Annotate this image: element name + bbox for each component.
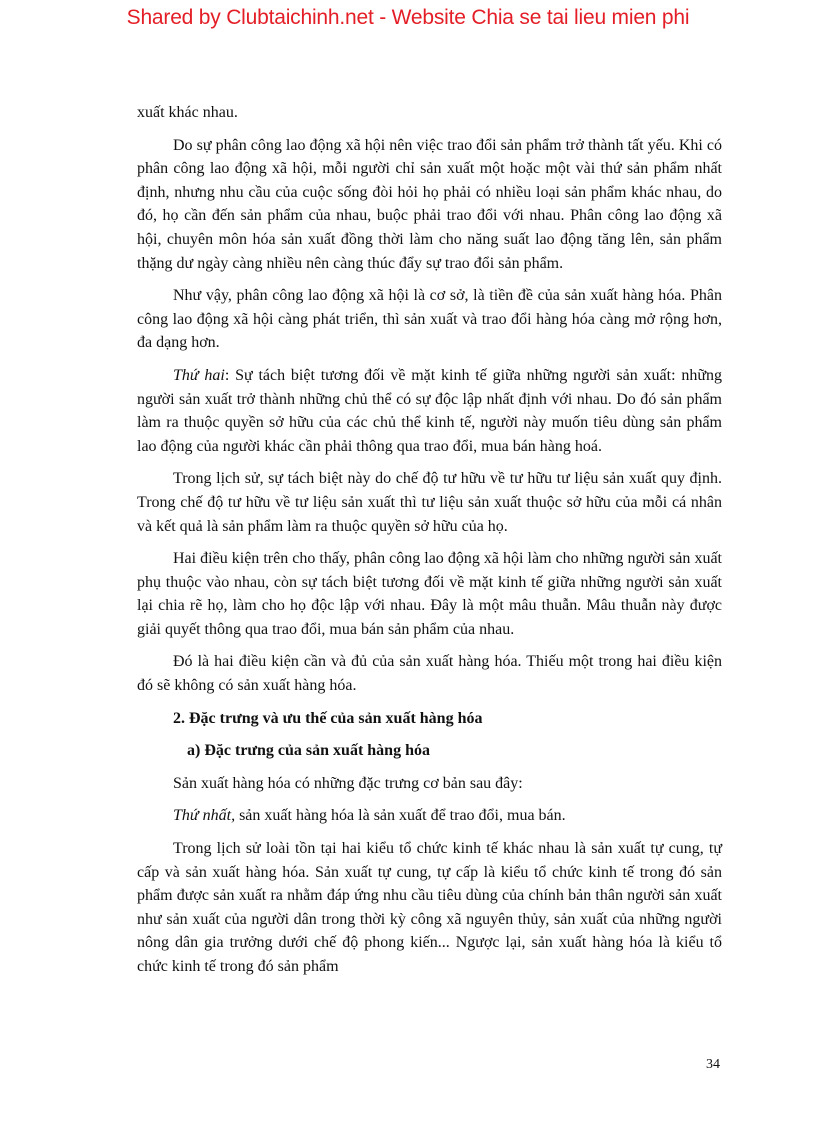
- paragraph: Trong lịch sử loài tồn tại hai kiểu tổ chức kinh tế khác nhau là sản xuất tự cung, tự cấp và sản xuất hàng hóa. Sản xuất tự cung, tự cấp là kiểu tổ chức kinh tế trong đó sản phẩm được sản xuất ra nhằm đáp ứng nhu cầu tiêu dùng của chính bản thân người sản xuất như sản xuất của người dân trong thời kỳ công xã nguyên thủy, sản xuất của những người nông dân gia trưởng dưới chế độ phong kiến... Ngược lại, sản xuất hàng hóa là kiểu tổ chức kinh tế trong đó sản phẩm: [137, 840, 722, 975]
- paragraph: Hai điều kiện trên cho thấy, phân công lao động xã hội làm cho những người sản xuất phụ thuộc vào nhau, còn sự tách biệt tương đối về mặt kinh tế giữa những người sản xuất lại chia rẽ họ, làm cho họ độc lập với nhau. Đây là một mâu thuẫn. Mâu thuẫn này được giải quyết thông qua trao đổi, mua bán sản phẩm của nhau.: [137, 550, 722, 638]
- emphasis-lead: Thứ nhất,: [173, 807, 236, 825]
- document-body: [137, 101, 722, 988]
- paragraph-text: : Sự tách biệt tương đối về mặt kinh tế giữa những người sản xuất: những người sản xuất trở thành những chủ thể có sự độc lập nhất định với nhau. Do đó sản phẩm làm ra thuộc quyền sở hữu của các chủ thể kinh tế, người này muốn tiêu dùng sản phẩm lao động của người khác cần phải thông qua trao đổi, mua bán hàng hoá.: [137, 366, 722, 455]
- paragraph: [137, 364, 722, 458]
- paragraph: Sản xuất hàng hóa có những đặc trưng cơ bản sau đây:: [173, 774, 523, 792]
- watermark-banner: Shared by Clubtaichinh.net - Website Chia se tai lieu mien phi: [126, 6, 690, 29]
- paragraph: Trong lịch sử, sự tách biệt này do chế độ tư hữu về tư hữu tư liệu sản xuất quy định. Trong chế độ tư hữu về tư liệu sản xuất thì tư liệu sản xuất thuộc sở hữu của mỗi cá nhân và kết quả là sản phẩm làm ra thuộc quyền sở hữu của họ.: [137, 470, 722, 535]
- paragraph: Đó là hai điều kiện cần và đủ của sản xuất hàng hóa. Thiếu một trong hai điều kiện đó sẽ không có sản xuất hàng hóa.: [137, 653, 722, 695]
- section-heading: 2. Đặc trưng và ưu thế của sản xuất hàng hóa: [173, 709, 483, 727]
- page-number: 34: [706, 1057, 720, 1072]
- paragraph: Do sự phân công lao động xã hội nên việc trao đổi sản phẩm trở thành tất yếu. Khi có phân công lao động xã hội, mỗi người chỉ sản xuất một hoặc một vài thứ sản phẩm nhất định, nhưng nhu cầu của cuộc sống đòi hỏi họ phải có nhiều loại sản phẩm khác nhau, do đó, họ cần đến sản phẩm của nhau, buộc phải trao đổi với nhau. Phân công lao động xã hội, chuyên môn hóa sản xuất đồng thời làm cho năng suất lao động tăng lên, sản phẩm thặng dư ngày càng nhiều nên càng thúc đẩy sự trao đổi sản phẩm.: [137, 136, 722, 272]
- paragraph-text: sản xuất hàng hóa là sản xuất để trao đổi, mua bán.: [235, 807, 566, 825]
- paragraph: [137, 804, 722, 828]
- paragraph: Như vậy, phân công lao động xã hội là cơ sở, là tiền đề của sản xuất hàng hóa. Phân công lao động xã hội càng phát triển, thì sản xuất và trao đổi hàng hóa càng mở rộng hơn, đa dạng hơn.: [137, 287, 722, 352]
- emphasis-lead: Thứ hai: [173, 366, 225, 384]
- subsection-heading: a) Đặc trưng của sản xuất hàng hóa: [187, 742, 430, 760]
- paragraph: xuất khác nhau.: [137, 104, 238, 121]
